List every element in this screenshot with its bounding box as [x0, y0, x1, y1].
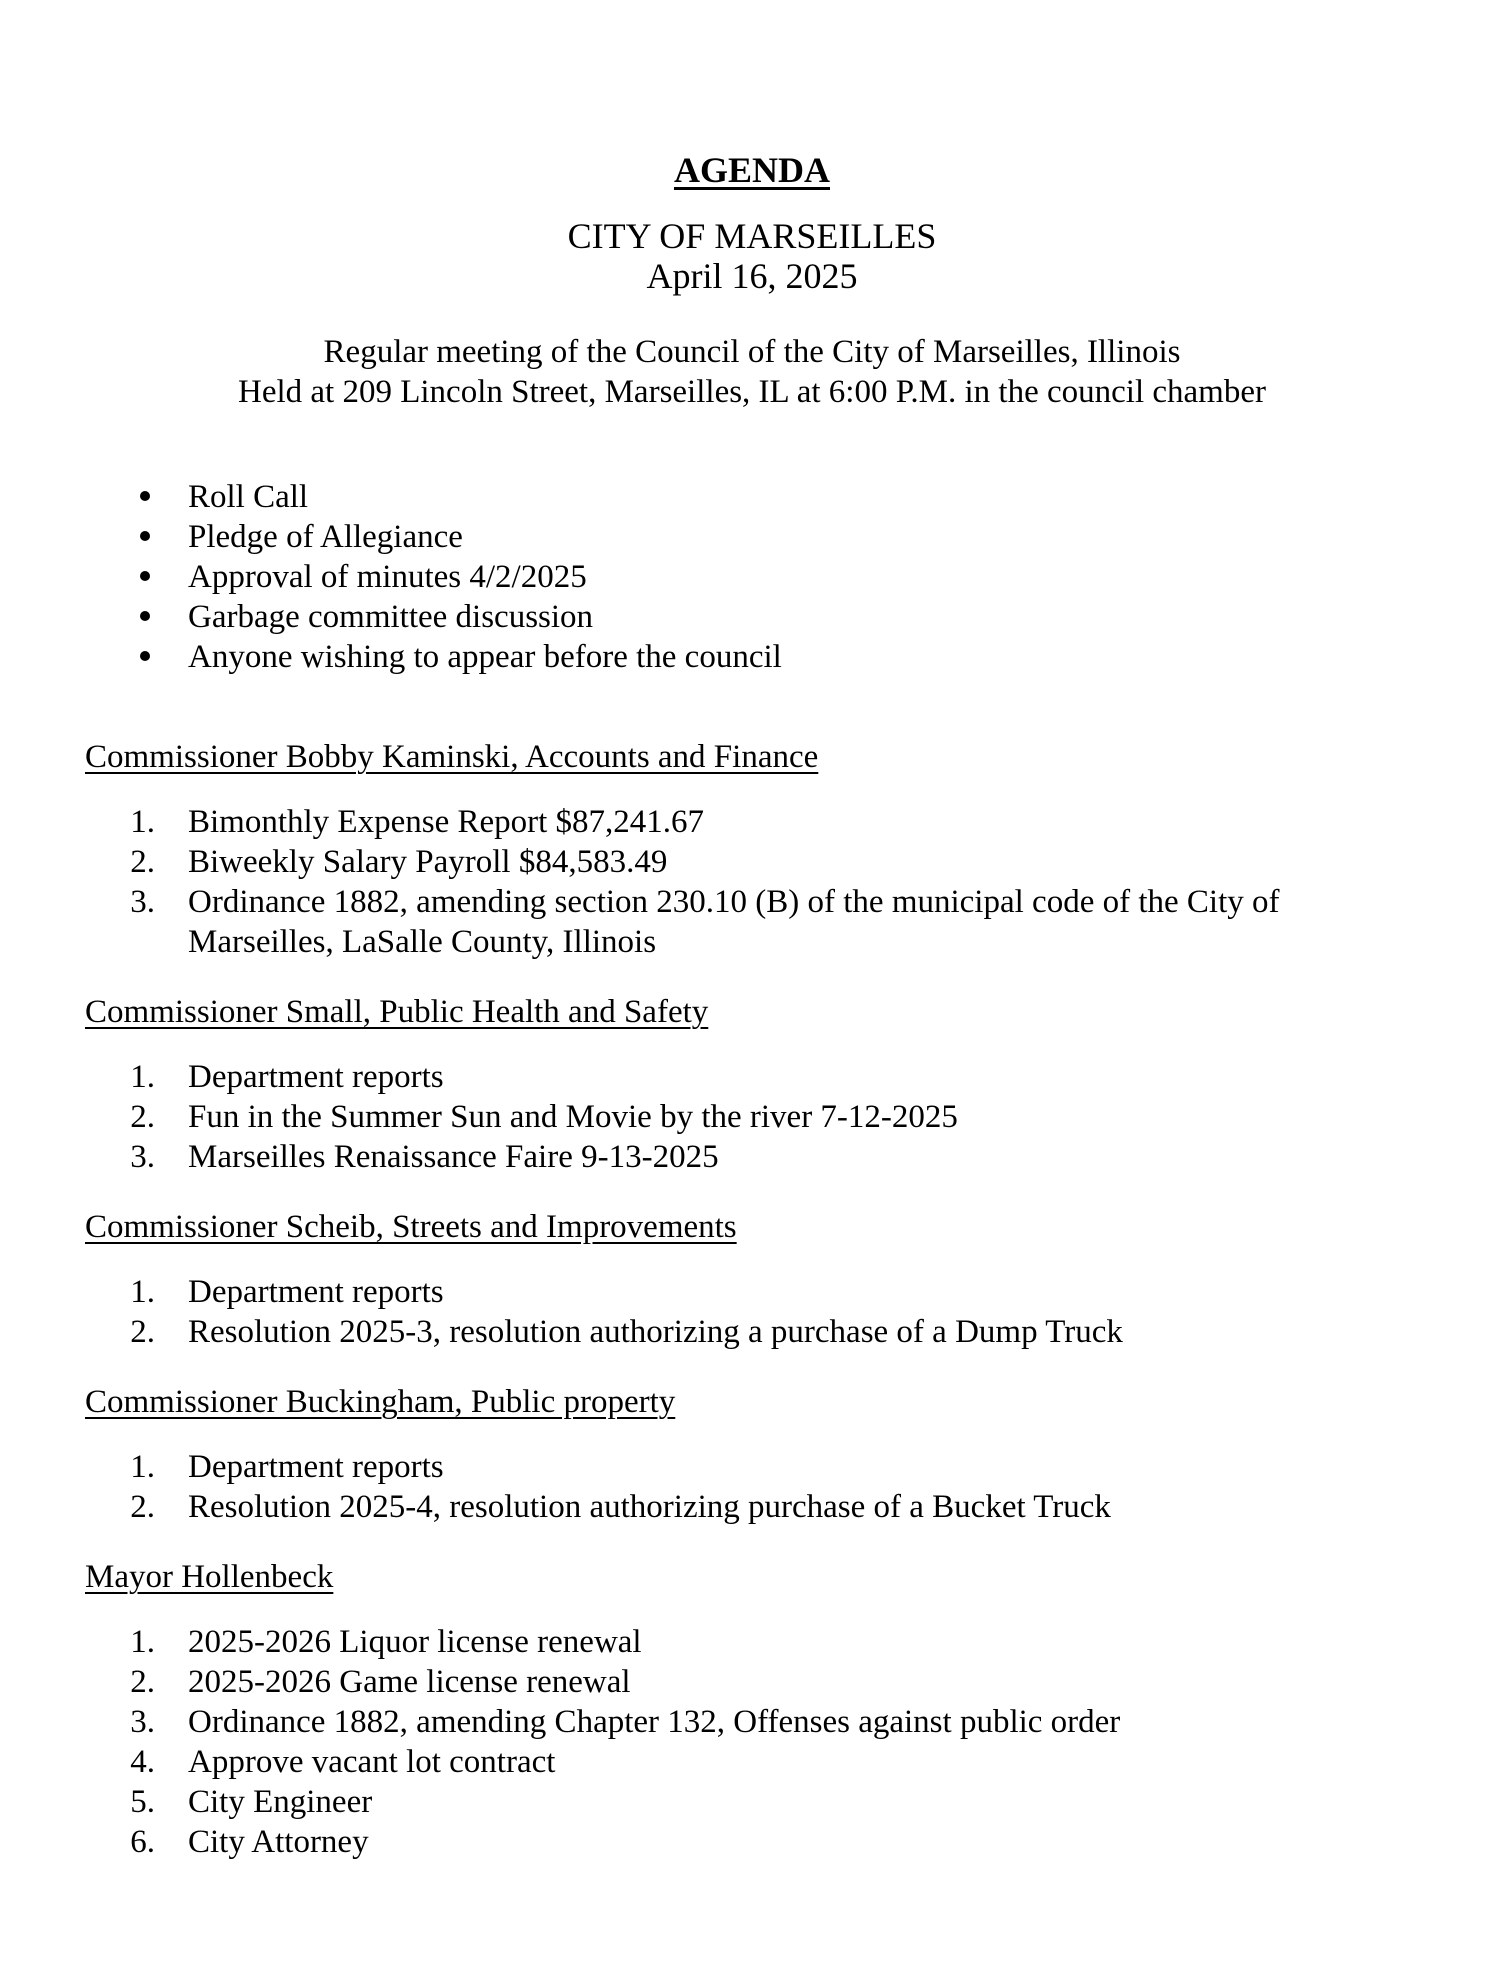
document-title-text: AGENDA — [673, 150, 830, 190]
meeting-intro — [0, 332, 1504, 412]
agenda-item — [85, 1487, 1504, 1527]
list-item — [85, 637, 1504, 677]
section-heading: Commissioner Bobby Kaminski, Accounts and Finance — [85, 739, 819, 775]
agenda-item-text: Approve vacant lot contract — [188, 1744, 556, 1780]
section-mayor — [85, 1557, 1504, 1862]
section-item-list — [85, 802, 1504, 962]
list-item — [85, 477, 1504, 517]
list-item-text: Garbage committee discussion — [188, 599, 594, 635]
agenda-item — [85, 1742, 1504, 1782]
agenda-item-text: Department reports — [188, 1449, 444, 1485]
agenda-item-text: City Attorney — [188, 1824, 369, 1860]
agenda-item-text: Ordinance 1882, amending Chapter 132, Offenses against public order — [188, 1704, 1121, 1740]
meeting-intro-line-1: Regular meeting of the Council of the City of Marseilles, Illinois — [323, 334, 1181, 370]
section-item-list — [85, 1622, 1504, 1862]
agenda-item — [85, 842, 1504, 882]
section-item-list — [85, 1272, 1504, 1352]
list-item — [85, 557, 1504, 597]
meeting-date-line: April 16, 2025 — [646, 256, 858, 296]
agenda-item-text: Department reports — [188, 1274, 444, 1310]
list-item — [85, 517, 1504, 557]
agenda-item — [85, 1782, 1504, 1822]
document-subtitle — [0, 216, 1504, 296]
document-title — [0, 150, 1504, 190]
section-heading: Commissioner Scheib, Streets and Improvements — [85, 1209, 737, 1245]
opening-items-list — [85, 477, 1504, 677]
section-heading: Mayor Hollenbeck — [85, 1559, 334, 1595]
list-item-text: Pledge of Allegiance — [188, 519, 463, 555]
agenda-item-text: Bimonthly Expense Report $87,241.67 — [188, 804, 705, 840]
list-item — [85, 597, 1504, 637]
section-heading: Commissioner Small, Public Health and Safety — [85, 994, 709, 1030]
agenda-item — [85, 1272, 1504, 1312]
agenda-item-text: Marseilles Renaissance Faire 9-13-2025 — [188, 1139, 719, 1175]
agenda-item — [85, 1137, 1504, 1177]
section-small — [85, 992, 1504, 1177]
meeting-intro-line-2: Held at 209 Lincoln Street, Marseilles, IL at 6:00 P.M. in the council chamber — [238, 374, 1266, 410]
agenda-item — [85, 1312, 1504, 1352]
agenda-item — [85, 1622, 1504, 1662]
agenda-item — [85, 1097, 1504, 1137]
agenda-item — [85, 1662, 1504, 1702]
section-item-list — [85, 1447, 1504, 1527]
agenda-item-text: Department reports — [188, 1059, 444, 1095]
agenda-item-text: City Engineer — [188, 1784, 373, 1820]
agenda-item-text: Biweekly Salary Payroll $84,583.49 — [188, 844, 668, 880]
section-kaminski — [85, 737, 1504, 962]
agenda-item — [85, 1057, 1504, 1097]
agenda-item — [85, 1447, 1504, 1487]
agenda-item — [85, 882, 1504, 962]
section-buckingham — [85, 1382, 1504, 1527]
agenda-item-text: Ordinance 1882, amending section 230.10 (B) of the municipal code of the City of Marseilles, LaSalle County, Illinois — [188, 884, 1280, 960]
agenda-item — [85, 1822, 1504, 1862]
section-scheib — [85, 1207, 1504, 1352]
list-item-text: Anyone wishing to appear before the council — [188, 639, 782, 675]
list-item-text: Roll Call — [188, 479, 309, 515]
city-name-line: CITY OF MARSEILLES — [567, 216, 937, 256]
agenda-item-text: Resolution 2025-4, resolution authorizing purchase of a Bucket Truck — [188, 1489, 1111, 1525]
agenda-item-text: 2025-2026 Liquor license renewal — [188, 1624, 642, 1660]
section-heading: Commissioner Buckingham, Public property — [85, 1384, 676, 1420]
agenda-item-text: Fun in the Summer Sun and Movie by the river 7-12-2025 — [188, 1099, 958, 1135]
list-item-text: Approval of minutes 4/2/2025 — [188, 559, 587, 595]
agenda-item-text: 2025-2026 Game license renewal — [188, 1664, 631, 1700]
section-item-list — [85, 1057, 1504, 1177]
agenda-item — [85, 1702, 1504, 1742]
agenda-item — [85, 802, 1504, 842]
agenda-item-text: Resolution 2025-3, resolution authorizing a purchase of a Dump Truck — [188, 1314, 1123, 1350]
